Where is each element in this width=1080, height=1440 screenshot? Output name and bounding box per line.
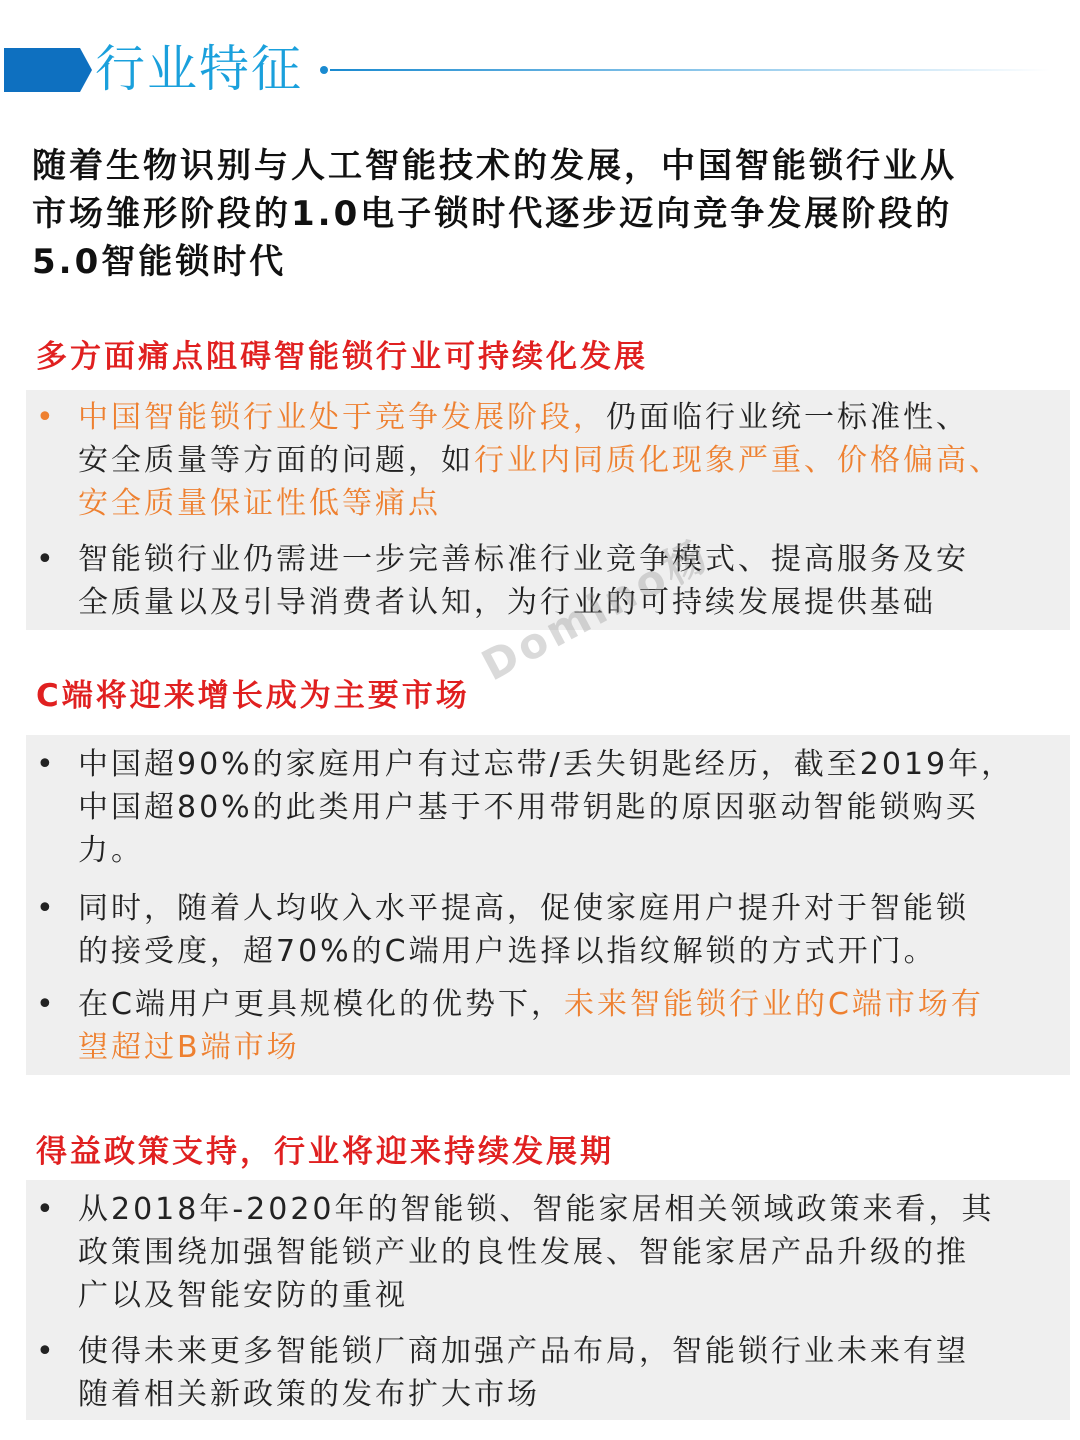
bullet-icon: • — [36, 400, 57, 435]
list-item — [26, 743, 1070, 875]
highlight-text: 中国智能锁行业处于竞争发展阶段， — [78, 400, 606, 435]
highlight-text: 望超过B端市场 — [78, 1030, 300, 1065]
watermark: Domino杨 — [473, 529, 719, 691]
item-text: 智能锁行业仍需进一步完善标准行业竞争模式、提高服务及安 — [78, 542, 969, 577]
intro-line: 5.0智能锁时代 — [32, 242, 287, 282]
list-item — [26, 1188, 1070, 1320]
header-accent-bar — [4, 48, 80, 92]
highlight-text: 行业内同质化现象严重、价格偏高、 — [474, 443, 1002, 478]
bullet-icon: • — [36, 891, 57, 926]
bullet-icon: • — [36, 747, 57, 782]
section-box-pain-points — [26, 390, 1070, 630]
item-text: 政策围绕加强智能锁产业的良性发展、智能家居产品升级的推 — [78, 1235, 969, 1270]
list-item — [26, 983, 1070, 1071]
header-arrow-icon — [80, 48, 92, 92]
list-item — [26, 396, 1070, 528]
item-text: 同时，随着人均收入水平提高，促使家庭用户提升对于智能锁 — [78, 891, 969, 926]
item-text: 在C端用户更具规模化的优势下， — [78, 987, 564, 1022]
item-text: 全质量以及引导消费者认知，为行业的可持续发展提供基础 — [78, 585, 936, 620]
section-box-policy — [26, 1180, 1070, 1420]
item-text: 仍面临行业统一标准性、 — [606, 400, 969, 435]
bullet-icon: • — [36, 542, 57, 577]
bullet-icon: • — [36, 1192, 57, 1227]
item-text: 中国超80%的此类用户基于不用带钥匙的原因驱动智能锁购买 — [78, 790, 979, 825]
bullet-icon: • — [36, 1334, 57, 1369]
intro-line: 随着生物识别与人工智能技术的发展，中国智能锁行业从 — [32, 146, 957, 186]
section-title-pain-points: 多方面痛点阻碍智能锁行业可持续化发展 — [36, 339, 648, 375]
section-title-policy: 得益政策支持，行业将迎来持续发展期 — [36, 1134, 614, 1170]
intro-line: 市场雏形阶段的1.0电子锁时代逐步迈向竞争发展阶段的 — [32, 194, 953, 234]
header-dot-icon — [320, 66, 328, 74]
section-box-c-market — [26, 735, 1070, 1075]
item-text: 力。 — [78, 833, 144, 868]
section-header — [0, 30, 1080, 110]
intro-paragraph — [32, 142, 1062, 286]
item-text: 中国超90%的家庭用户有过忘带/丢失钥匙经历，截至2019年， — [78, 747, 1015, 782]
bullet-icon: • — [36, 987, 57, 1022]
highlight-text: 未来智能锁行业的C端市场有 — [563, 987, 984, 1022]
page-title: 行业特征 — [95, 40, 303, 98]
item-text: 安全质量等方面的问题，如 — [78, 443, 474, 478]
header-divider — [330, 69, 1050, 71]
item-text: 的接受度，超70%的C端用户选择以指纹解锁的方式开门。 — [78, 934, 937, 969]
item-text: 使得未来更多智能锁厂商加强产品布局，智能锁行业未来有望 — [78, 1334, 969, 1369]
section-title-c-market: C端将迎来增长成为主要市场 — [36, 678, 470, 714]
item-text: 广以及智能安防的重视 — [78, 1278, 408, 1313]
item-text: 从2018年-2020年的智能锁、智能家居相关领域政策来看，其 — [78, 1192, 995, 1227]
highlight-text: 安全质量保证性低等痛点 — [78, 486, 441, 521]
list-item — [26, 887, 1070, 975]
item-text: 随着相关新政策的发布扩大市场 — [78, 1377, 540, 1412]
list-item — [26, 1330, 1070, 1418]
